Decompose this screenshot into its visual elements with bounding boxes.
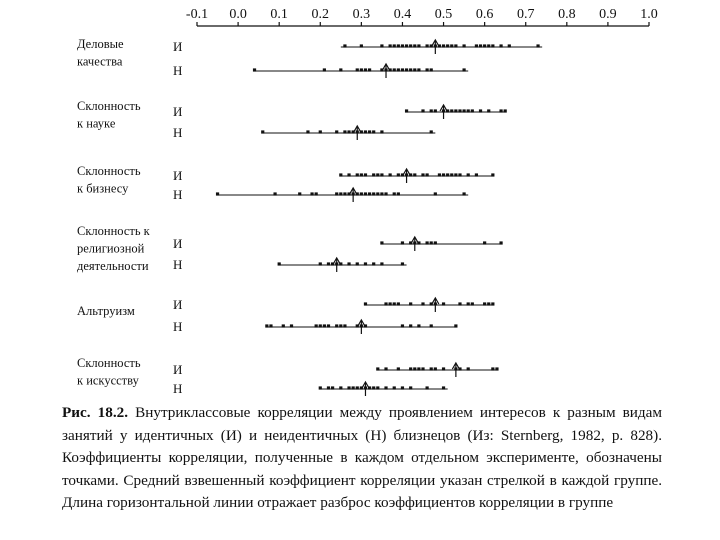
data-point: [327, 262, 330, 265]
data-point: [339, 173, 342, 176]
data-point: [458, 173, 461, 176]
data-point: [319, 130, 322, 133]
data-point: [442, 44, 445, 47]
data-point: [380, 130, 383, 133]
interest-group: [77, 297, 494, 334]
data-point: [389, 173, 392, 176]
group-label-line: деятельности: [77, 259, 149, 273]
nonidentical-label: Н: [173, 381, 183, 396]
data-point: [458, 302, 461, 305]
data-point: [475, 173, 478, 176]
nonidentical-label: Н: [173, 63, 183, 78]
data-point: [384, 302, 387, 305]
data-point: [417, 68, 420, 71]
data-point: [376, 386, 379, 389]
data-point: [446, 44, 449, 47]
data-point: [339, 192, 342, 195]
data-point: [343, 324, 346, 327]
data-point: [430, 130, 433, 133]
data-point: [495, 367, 498, 370]
data-point: [282, 324, 285, 327]
data-point: [372, 173, 375, 176]
data-point: [413, 367, 416, 370]
data-point: [306, 130, 309, 133]
data-point: [356, 386, 359, 389]
identical-label: И: [173, 39, 183, 54]
data-point: [319, 386, 322, 389]
data-point: [401, 68, 404, 71]
data-point: [323, 324, 326, 327]
data-point: [372, 130, 375, 133]
data-point: [487, 302, 490, 305]
data-point: [278, 262, 281, 265]
data-point: [442, 367, 445, 370]
data-point: [360, 192, 363, 195]
data-point: [409, 324, 412, 327]
data-point: [430, 367, 433, 370]
data-point: [491, 173, 494, 176]
data-point: [360, 173, 363, 176]
data-point: [397, 302, 400, 305]
data-point: [389, 302, 392, 305]
interest-group: [77, 356, 499, 396]
x-tick-label: 0.2: [311, 7, 330, 22]
data-point: [475, 44, 478, 47]
data-point: [467, 302, 470, 305]
data-point: [434, 367, 437, 370]
figure-caption: [62, 402, 662, 515]
nonidentical-label: Н: [173, 187, 183, 202]
data-point: [426, 173, 429, 176]
data-point: [467, 367, 470, 370]
data-point: [364, 262, 367, 265]
nonidentical-label: Н: [173, 319, 183, 334]
data-point: [491, 367, 494, 370]
data-point: [504, 109, 507, 112]
data-point: [360, 44, 363, 47]
data-point: [368, 130, 371, 133]
x-tick-label: 0.3: [352, 7, 371, 22]
x-tick-label: 0.1: [270, 7, 288, 22]
data-point: [491, 44, 494, 47]
data-point: [319, 262, 322, 265]
identical-label: И: [173, 297, 183, 312]
data-point: [335, 324, 338, 327]
data-point: [393, 44, 396, 47]
data-point: [499, 109, 502, 112]
group-label-line: религиозной: [77, 241, 145, 256]
data-point: [434, 109, 437, 112]
data-point: [417, 44, 420, 47]
group-label-line: Склонность: [77, 356, 141, 370]
data-point: [446, 173, 449, 176]
group-label-line: Склонность: [77, 164, 141, 178]
data-point: [462, 109, 465, 112]
data-point: [356, 262, 359, 265]
data-point: [479, 109, 482, 112]
data-point: [417, 367, 420, 370]
x-axis: [186, 7, 658, 26]
data-point: [319, 324, 322, 327]
x-tick-label: 0.4: [393, 7, 412, 22]
data-point: [331, 386, 334, 389]
data-point: [372, 262, 375, 265]
data-point: [343, 192, 346, 195]
data-point: [327, 386, 330, 389]
group-label: [77, 164, 141, 196]
data-point: [339, 68, 342, 71]
data-point: [491, 302, 494, 305]
data-point: [499, 44, 502, 47]
data-point: [434, 241, 437, 244]
data-point: [343, 130, 346, 133]
nonidentical-label: Н: [173, 257, 183, 272]
group-label: [77, 224, 151, 273]
data-point: [347, 173, 350, 176]
data-point: [380, 192, 383, 195]
data-point: [430, 324, 433, 327]
data-point: [360, 68, 363, 71]
data-point: [347, 130, 350, 133]
data-point: [364, 173, 367, 176]
data-point: [393, 386, 396, 389]
group-label-line: к искусству: [77, 373, 139, 388]
x-tick-label: 0.5: [434, 7, 453, 22]
group-label-line: Деловые: [77, 37, 124, 51]
data-point: [364, 130, 367, 133]
data-point: [483, 302, 486, 305]
data-point: [421, 109, 424, 112]
data-point: [421, 302, 424, 305]
data-point: [384, 367, 387, 370]
identical-label: И: [173, 168, 183, 183]
data-point: [462, 192, 465, 195]
data-point: [454, 44, 457, 47]
x-tick-label: 1.0: [640, 7, 658, 22]
data-point: [376, 192, 379, 195]
group-label: [77, 304, 135, 318]
data-point: [483, 241, 486, 244]
data-point: [397, 173, 400, 176]
interest-group: [77, 37, 542, 78]
data-point: [364, 68, 367, 71]
data-point: [315, 192, 318, 195]
caption-label: Рис. 18.2.: [62, 404, 129, 421]
data-point: [401, 324, 404, 327]
interest-group: [77, 224, 503, 273]
data-point: [405, 109, 408, 112]
data-point: [397, 68, 400, 71]
data-point: [380, 241, 383, 244]
data-point: [273, 192, 276, 195]
data-point: [409, 367, 412, 370]
data-point: [261, 130, 264, 133]
data-point: [323, 68, 326, 71]
x-tick-label: -0.1: [185, 7, 209, 22]
data-point: [335, 130, 338, 133]
data-point: [426, 241, 429, 244]
data-point: [409, 386, 412, 389]
group-label: [77, 356, 141, 388]
data-point: [413, 173, 416, 176]
data-point: [421, 173, 424, 176]
x-tick-label: 0.8: [558, 7, 576, 22]
data-point: [487, 44, 490, 47]
data-point: [347, 262, 350, 265]
data-point: [450, 44, 453, 47]
data-point: [487, 109, 490, 112]
data-point: [438, 173, 441, 176]
identical-label: И: [173, 362, 183, 377]
nonidentical-label: Н: [173, 125, 183, 140]
data-point: [467, 109, 470, 112]
data-point: [426, 68, 429, 71]
data-point: [536, 44, 539, 47]
identical-label: И: [173, 104, 183, 119]
data-point: [434, 192, 437, 195]
data-point: [467, 173, 470, 176]
data-point: [343, 44, 346, 47]
data-point: [393, 302, 396, 305]
data-point: [384, 192, 387, 195]
data-point: [216, 192, 219, 195]
data-point: [401, 44, 404, 47]
data-point: [401, 262, 404, 265]
data-point: [442, 302, 445, 305]
data-point: [426, 386, 429, 389]
data-point: [290, 324, 293, 327]
data-point: [384, 386, 387, 389]
data-point: [462, 68, 465, 71]
data-point: [405, 44, 408, 47]
data-point: [315, 324, 318, 327]
data-point: [458, 109, 461, 112]
data-point: [450, 173, 453, 176]
data-point: [483, 44, 486, 47]
chart-groups: [77, 37, 542, 396]
data-point: [368, 192, 371, 195]
data-point: [372, 192, 375, 195]
x-tick-label: 0.9: [599, 7, 617, 22]
x-tick-label: 0.7: [516, 7, 535, 22]
group-label: [77, 99, 141, 131]
x-tick-label: 0.0: [229, 7, 247, 22]
data-point: [356, 68, 359, 71]
caption-text: Внутриклассовые корреляции между проявлением интересов к разным видам занятий у идентичных (И) и неидентичных (Н) близнецов (Из: Sternberg, 1982, p. 828). Коэффициенты корреляции, полученные в каждом отдельном эксперименте, обозначены точками. Средний взвешенный коэффициент корреляции указан стрелкой в каждой группе. Длина горизонтальной линии отражает разброс коэффициентов корреляции в группе: [62, 404, 663, 512]
data-point: [269, 324, 272, 327]
data-point: [380, 173, 383, 176]
data-point: [430, 241, 433, 244]
data-point: [368, 68, 371, 71]
data-point: [462, 44, 465, 47]
data-point: [298, 192, 301, 195]
data-point: [310, 192, 313, 195]
data-point: [471, 109, 474, 112]
data-point: [499, 241, 502, 244]
group-label-line: Склонность к: [77, 224, 150, 238]
data-point: [347, 386, 350, 389]
group-label-line: к бизнесу: [77, 181, 129, 196]
data-point: [508, 44, 511, 47]
data-point: [380, 44, 383, 47]
data-point: [253, 68, 256, 71]
data-point: [401, 386, 404, 389]
data-point: [426, 44, 429, 47]
data-point: [442, 173, 445, 176]
data-point: [413, 68, 416, 71]
data-point: [339, 324, 342, 327]
data-point: [356, 173, 359, 176]
data-point: [397, 192, 400, 195]
data-point: [471, 302, 474, 305]
group-label-line: к науке: [77, 116, 116, 131]
data-point: [405, 68, 408, 71]
data-point: [397, 367, 400, 370]
data-point: [442, 386, 445, 389]
data-point: [372, 386, 375, 389]
data-point: [389, 44, 392, 47]
data-point: [430, 68, 433, 71]
data-point: [409, 68, 412, 71]
data-point: [409, 44, 412, 47]
data-point: [479, 44, 482, 47]
data-point: [409, 302, 412, 305]
x-tick-label: 0.6: [475, 7, 494, 22]
interest-group: [77, 164, 494, 202]
data-point: [454, 324, 457, 327]
group-label-line: Альтруизм: [77, 304, 135, 318]
data-point: [397, 44, 400, 47]
data-point: [364, 192, 367, 195]
data-point: [454, 109, 457, 112]
data-point: [393, 68, 396, 71]
data-point: [430, 109, 433, 112]
data-point: [335, 192, 338, 195]
data-point: [339, 386, 342, 389]
group-label: [77, 37, 124, 69]
data-point: [421, 367, 424, 370]
data-point: [376, 173, 379, 176]
data-point: [450, 109, 453, 112]
group-label-line: качества: [77, 54, 123, 69]
data-point: [364, 302, 367, 305]
data-point: [352, 386, 355, 389]
data-point: [327, 324, 330, 327]
data-point: [401, 241, 404, 244]
group-label-line: Склонность: [77, 99, 141, 113]
data-point: [413, 44, 416, 47]
data-point: [393, 192, 396, 195]
data-point: [454, 173, 457, 176]
data-point: [380, 262, 383, 265]
data-point: [265, 324, 268, 327]
interest-group: [77, 99, 507, 140]
data-point: [417, 324, 420, 327]
data-point: [376, 367, 379, 370]
identical-label: И: [173, 236, 183, 251]
